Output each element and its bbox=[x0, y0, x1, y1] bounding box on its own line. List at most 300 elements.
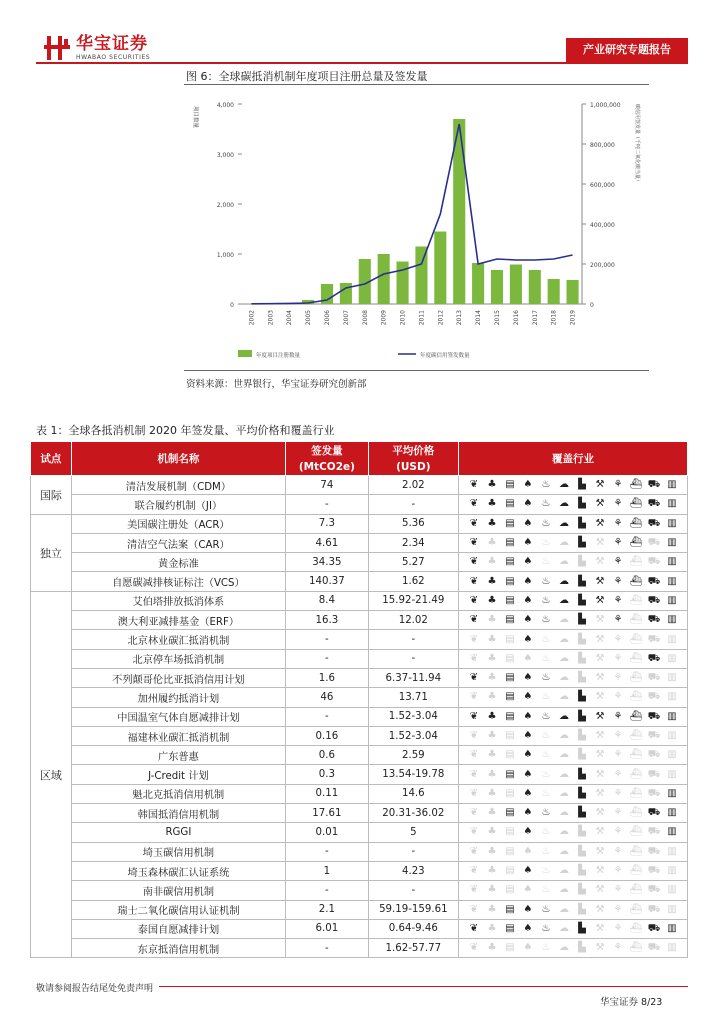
right-tick-label: 0 bbox=[590, 302, 594, 309]
ship-icon: ⛴ bbox=[629, 884, 643, 896]
cloud-icon: ☁ bbox=[559, 710, 569, 722]
bar-2017 bbox=[529, 270, 541, 304]
mechanism-name-cell: 埼玉森林碳汇认证系统 bbox=[71, 861, 285, 880]
ship-icon: ⛴ bbox=[629, 652, 643, 664]
plant-icon: ⚘ bbox=[613, 826, 623, 838]
x-tick-label: 2014 bbox=[475, 310, 483, 326]
ship-icon: ⛴ bbox=[629, 903, 643, 915]
truck-icon: ⛟ bbox=[647, 575, 661, 587]
hammer-icon: ⚒ bbox=[595, 594, 605, 606]
table-row bbox=[31, 784, 688, 803]
fire-icon: ♨ bbox=[541, 807, 551, 819]
issuance-cell: - bbox=[286, 842, 369, 861]
truck-icon: ⛟ bbox=[647, 537, 661, 549]
tree-icon: ♣ bbox=[487, 903, 497, 915]
cloud-icon: ☁ bbox=[559, 691, 569, 703]
factory-icon: ▙ bbox=[578, 903, 586, 915]
table-row bbox=[31, 804, 688, 823]
issuance-cell: - bbox=[286, 881, 369, 900]
forest-icon: ♠ bbox=[523, 845, 533, 857]
header-name: 机制名称 bbox=[71, 442, 285, 476]
plant-icon: ⚘ bbox=[613, 672, 623, 684]
issuance-cell: 34.35 bbox=[286, 553, 369, 572]
trash-icon: ▥ bbox=[667, 479, 677, 491]
bar-2015 bbox=[491, 270, 503, 304]
legend-bar-swatch bbox=[238, 350, 252, 357]
cloud-icon: ☁ bbox=[559, 730, 569, 741]
brand-name-en: HWABAO SECURITIES bbox=[76, 54, 151, 61]
table-row bbox=[31, 668, 688, 687]
hammer-icon: ⚒ bbox=[595, 614, 605, 626]
bar-2014 bbox=[472, 263, 484, 304]
mechanism-name-cell: 美国碳注册处（ACR） bbox=[71, 514, 285, 533]
fire-icon: ♨ bbox=[541, 594, 551, 606]
price-cell: - bbox=[368, 630, 458, 649]
cloud-icon: ☁ bbox=[559, 517, 569, 529]
building-icon: ▤ bbox=[505, 710, 515, 722]
fire-icon: ♨ bbox=[541, 865, 551, 877]
tree-icon: ♣ bbox=[487, 884, 497, 896]
cloud-icon: ☁ bbox=[559, 575, 569, 587]
figure-title: 图 6：全球碳抵消机制年度项目注册总量及签发量 bbox=[186, 70, 428, 83]
tree-icon: ♣ bbox=[487, 865, 497, 877]
sectors-cell bbox=[459, 861, 688, 880]
forest-icon: ♠ bbox=[523, 749, 533, 761]
sectors-cell bbox=[459, 765, 688, 784]
table-row bbox=[31, 630, 688, 649]
factory-icon: ▙ bbox=[578, 633, 586, 645]
tree-icon: ♣ bbox=[487, 517, 497, 529]
ship-icon: ⛴ bbox=[629, 807, 643, 819]
mechanism-name-cell: 黄金标准 bbox=[71, 553, 285, 572]
fire-icon: ♨ bbox=[541, 845, 551, 857]
figure-top-rule bbox=[184, 84, 649, 85]
leaf-icon: ❦ bbox=[469, 672, 479, 684]
sectors-cell bbox=[459, 533, 688, 552]
building-icon: ▤ bbox=[505, 749, 515, 761]
price-cell: 20.31-36.02 bbox=[368, 804, 458, 823]
price-cell: 15.92-21.49 bbox=[368, 591, 458, 610]
trash-icon: ▥ bbox=[667, 942, 677, 954]
hammer-icon: ⚒ bbox=[595, 517, 605, 529]
leaf-icon: ❦ bbox=[469, 768, 479, 780]
price-cell: 6.37-11.94 bbox=[368, 668, 458, 687]
trash-icon: ▥ bbox=[667, 884, 677, 896]
building-icon: ▤ bbox=[505, 614, 515, 626]
tree-icon: ♣ bbox=[487, 633, 497, 645]
building-icon: ▤ bbox=[505, 498, 515, 510]
issuance-cell: 4.61 bbox=[286, 533, 369, 552]
fire-icon: ♨ bbox=[541, 922, 551, 934]
plant-icon: ⚘ bbox=[613, 768, 623, 780]
plant-icon: ⚘ bbox=[613, 691, 623, 703]
sectors-cell bbox=[459, 572, 688, 591]
factory-icon: ▙ bbox=[578, 517, 586, 529]
table-row bbox=[31, 533, 688, 552]
truck-icon: ⛟ bbox=[647, 614, 661, 626]
tree-icon: ♣ bbox=[487, 556, 497, 568]
fire-icon: ♨ bbox=[541, 768, 551, 780]
forest-icon: ♠ bbox=[523, 768, 533, 780]
truck-icon: ⛟ bbox=[647, 652, 661, 664]
building-icon: ▤ bbox=[505, 922, 515, 934]
figure-bottom-rule bbox=[184, 370, 649, 371]
sectors-cell bbox=[459, 707, 688, 726]
hammer-icon: ⚒ bbox=[595, 633, 605, 645]
sectors-cell bbox=[459, 476, 688, 495]
fire-icon: ♨ bbox=[541, 691, 551, 703]
left-tick-label: 0 bbox=[230, 302, 234, 309]
table-row bbox=[31, 746, 688, 765]
price-cell: 59.19-159.61 bbox=[368, 900, 458, 919]
hammer-icon: ⚒ bbox=[595, 826, 605, 838]
leaf-icon: ❦ bbox=[469, 575, 479, 587]
table-row bbox=[31, 939, 688, 958]
issuance-line bbox=[251, 124, 572, 304]
factory-icon: ▙ bbox=[578, 865, 586, 877]
header-sectors: 覆盖行业 bbox=[459, 442, 688, 476]
x-tick-label: 2013 bbox=[456, 310, 464, 326]
x-tick-label: 2019 bbox=[569, 310, 577, 326]
truck-icon: ⛟ bbox=[647, 787, 661, 799]
truck-icon: ⛟ bbox=[647, 942, 661, 954]
forest-icon: ♠ bbox=[523, 652, 533, 664]
issuance-cell: 6.01 bbox=[286, 919, 369, 938]
leaf-icon: ❦ bbox=[469, 537, 479, 549]
forest-icon: ♠ bbox=[523, 633, 533, 645]
forest-icon: ♠ bbox=[523, 710, 533, 722]
forest-icon: ♠ bbox=[523, 730, 533, 741]
table-row bbox=[31, 726, 688, 745]
price-cell: 0.64-9.46 bbox=[368, 919, 458, 938]
price-cell: 12.02 bbox=[368, 611, 458, 630]
hammer-icon: ⚒ bbox=[595, 575, 605, 587]
tree-icon: ♣ bbox=[487, 498, 497, 510]
tree-icon: ♣ bbox=[487, 652, 497, 664]
trash-icon: ▥ bbox=[667, 730, 677, 741]
hammer-icon: ⚒ bbox=[595, 691, 605, 703]
mechanism-name-cell: 瑞士二氧化碳信用认证机制 bbox=[71, 900, 285, 919]
trash-icon: ▥ bbox=[667, 652, 677, 664]
price-cell: - bbox=[368, 881, 458, 900]
truck-icon: ⛟ bbox=[647, 633, 661, 645]
price-cell: - bbox=[368, 649, 458, 668]
logo-mark-icon bbox=[44, 34, 70, 62]
hammer-icon: ⚒ bbox=[595, 479, 605, 491]
fire-icon: ♨ bbox=[541, 498, 551, 510]
bar-2011 bbox=[415, 247, 427, 305]
issuance-cell: 1.6 bbox=[286, 668, 369, 687]
hammer-icon: ⚒ bbox=[595, 498, 605, 510]
factory-icon: ▙ bbox=[578, 807, 586, 819]
ship-icon: ⛴ bbox=[629, 826, 643, 838]
factory-icon: ▙ bbox=[578, 710, 586, 722]
figure-source: 资料来源：世界银行，华宝证券研究创新部 bbox=[186, 379, 367, 390]
cloud-icon: ☁ bbox=[559, 633, 569, 645]
trash-icon: ▥ bbox=[667, 903, 677, 915]
mechanism-name-cell: 埼玉碳信用机制 bbox=[71, 842, 285, 861]
mechanism-name-cell: 广东普惠 bbox=[71, 746, 285, 765]
cloud-icon: ☁ bbox=[559, 614, 569, 626]
tree-icon: ♣ bbox=[487, 537, 497, 549]
ship-icon: ⛴ bbox=[629, 575, 643, 587]
ship-icon: ⛴ bbox=[629, 672, 643, 684]
ship-icon: ⛴ bbox=[629, 614, 643, 626]
tree-icon: ♣ bbox=[487, 691, 497, 703]
legend-bar-label: 年度项目注册数量 bbox=[256, 353, 301, 359]
building-icon: ▤ bbox=[505, 845, 515, 857]
ship-icon: ⛴ bbox=[629, 594, 643, 606]
building-icon: ▤ bbox=[505, 787, 515, 799]
bar-2012 bbox=[434, 232, 446, 305]
plant-icon: ⚘ bbox=[613, 942, 623, 954]
leaf-icon: ❦ bbox=[469, 517, 479, 529]
plant-icon: ⚘ bbox=[613, 594, 623, 606]
building-icon: ▤ bbox=[505, 691, 515, 703]
tree-icon: ♣ bbox=[487, 787, 497, 799]
fire-icon: ♨ bbox=[541, 672, 551, 684]
brand-name-cn: 华宝证券 bbox=[76, 34, 148, 54]
left-tick-label: 3,000 bbox=[216, 152, 234, 159]
price-cell: 14.6 bbox=[368, 784, 458, 803]
table-row bbox=[31, 842, 688, 861]
tree-icon: ♣ bbox=[487, 710, 497, 722]
sectors-cell bbox=[459, 495, 688, 514]
legend-line-label: 年度碳信用签发数量 bbox=[420, 353, 470, 359]
tree-icon: ♣ bbox=[487, 575, 497, 587]
mechanism-name-cell: 韩国抵消信用机制 bbox=[71, 804, 285, 823]
ship-icon: ⛴ bbox=[629, 768, 643, 780]
trash-icon: ▥ bbox=[667, 922, 677, 934]
bar-2019 bbox=[567, 280, 579, 304]
factory-icon: ▙ bbox=[578, 575, 586, 587]
fire-icon: ♨ bbox=[541, 903, 551, 915]
tree-icon: ♣ bbox=[487, 942, 497, 954]
fire-icon: ♨ bbox=[541, 614, 551, 626]
mechanism-name-cell: 南非碳信用机制 bbox=[71, 881, 285, 900]
truck-icon: ⛟ bbox=[647, 710, 661, 722]
x-tick-label: 2018 bbox=[550, 310, 558, 326]
leaf-icon: ❦ bbox=[469, 942, 479, 954]
right-tick-label: 400,000 bbox=[590, 222, 615, 229]
right-tick-label: 600,000 bbox=[590, 182, 615, 189]
issuance-cell: 2.1 bbox=[286, 900, 369, 919]
price-cell: 5 bbox=[368, 823, 458, 842]
table-row bbox=[31, 591, 688, 610]
cloud-icon: ☁ bbox=[559, 884, 569, 896]
company-logo bbox=[44, 34, 150, 62]
left-tick-label: 2,000 bbox=[216, 202, 234, 209]
forest-icon: ♠ bbox=[523, 942, 533, 954]
hammer-icon: ⚒ bbox=[595, 865, 605, 877]
issuance-cell: 74 bbox=[286, 476, 369, 495]
issuance-cell: 8.4 bbox=[286, 591, 369, 610]
sectors-cell bbox=[459, 514, 688, 533]
region-cell: 区域 bbox=[31, 591, 72, 958]
trash-icon: ▥ bbox=[667, 787, 677, 799]
leaf-icon: ❦ bbox=[469, 556, 479, 568]
issuance-cell: 17.61 bbox=[286, 804, 369, 823]
forest-icon: ♠ bbox=[523, 575, 533, 587]
truck-icon: ⛟ bbox=[647, 749, 661, 761]
forest-icon: ♠ bbox=[523, 903, 533, 915]
cloud-icon: ☁ bbox=[559, 652, 569, 664]
price-cell: 1.52-3.04 bbox=[368, 707, 458, 726]
leaf-icon: ❦ bbox=[469, 884, 479, 896]
ship-icon: ⛴ bbox=[629, 556, 643, 568]
truck-icon: ⛟ bbox=[647, 479, 661, 491]
plant-icon: ⚘ bbox=[613, 922, 623, 934]
forest-icon: ♠ bbox=[523, 537, 533, 549]
trash-icon: ▥ bbox=[667, 614, 677, 626]
footer-disclaimer: 敬请参阅报告结尾处免责声明 bbox=[36, 981, 159, 994]
forest-icon: ♠ bbox=[523, 787, 533, 799]
plant-icon: ⚘ bbox=[613, 556, 623, 568]
fire-icon: ♨ bbox=[541, 537, 551, 549]
trash-icon: ▥ bbox=[667, 517, 677, 529]
price-cell: - bbox=[368, 842, 458, 861]
cloud-icon: ☁ bbox=[559, 922, 569, 934]
leaf-icon: ❦ bbox=[469, 594, 479, 606]
cloud-icon: ☁ bbox=[559, 556, 569, 568]
factory-icon: ▙ bbox=[578, 479, 586, 491]
tree-icon: ♣ bbox=[487, 479, 497, 491]
building-icon: ▤ bbox=[505, 672, 515, 684]
price-cell: 2.59 bbox=[368, 746, 458, 765]
sectors-cell bbox=[459, 649, 688, 668]
fire-icon: ♨ bbox=[541, 884, 551, 896]
plant-icon: ⚘ bbox=[613, 652, 623, 664]
header-region: 试点 bbox=[31, 442, 72, 476]
building-icon: ▤ bbox=[505, 652, 515, 664]
sectors-cell bbox=[459, 784, 688, 803]
hammer-icon: ⚒ bbox=[595, 942, 605, 954]
table-row bbox=[31, 823, 688, 842]
x-tick-label: 2012 bbox=[437, 310, 445, 326]
mechanism-name-cell: 自愿碳减排核证标注（VCS） bbox=[71, 572, 285, 591]
trash-icon: ▥ bbox=[667, 768, 677, 780]
mechanism-name-cell: 加州履约抵消计划 bbox=[71, 688, 285, 707]
table-header-row bbox=[31, 442, 688, 476]
factory-icon: ▙ bbox=[578, 556, 586, 568]
factory-icon: ▙ bbox=[578, 826, 586, 838]
x-tick-label: 2009 bbox=[380, 310, 388, 326]
hammer-icon: ⚒ bbox=[595, 749, 605, 761]
x-tick-label: 2003 bbox=[267, 310, 275, 326]
price-cell: 1.62 bbox=[368, 572, 458, 591]
factory-icon: ▙ bbox=[578, 691, 586, 703]
leaf-icon: ❦ bbox=[469, 903, 479, 915]
forest-icon: ♠ bbox=[523, 556, 533, 568]
region-cell: 独立 bbox=[31, 514, 72, 591]
trash-icon: ▥ bbox=[667, 672, 677, 684]
mechanism-name-cell: 魁北克抵消信用机制 bbox=[71, 784, 285, 803]
table-row bbox=[31, 707, 688, 726]
header-issuance: 签发量 (MtCO2e) bbox=[286, 442, 369, 476]
forest-icon: ♠ bbox=[523, 479, 533, 491]
hammer-icon: ⚒ bbox=[595, 884, 605, 896]
price-cell: 5.27 bbox=[368, 553, 458, 572]
mechanism-name-cell: 中国温室气体自愿减排计划 bbox=[71, 707, 285, 726]
tree-icon: ♣ bbox=[487, 826, 497, 838]
left-tick-label: 4,000 bbox=[216, 102, 234, 109]
table-row bbox=[31, 688, 688, 707]
leaf-icon: ❦ bbox=[469, 826, 479, 838]
report-type-tag: 产业研究专题报告 bbox=[566, 38, 688, 62]
trash-icon: ▥ bbox=[667, 575, 677, 587]
truck-icon: ⛟ bbox=[647, 884, 661, 896]
building-icon: ▤ bbox=[505, 865, 515, 877]
x-tick-label: 2017 bbox=[531, 310, 539, 326]
sectors-cell bbox=[459, 804, 688, 823]
price-cell: - bbox=[368, 495, 458, 514]
page-number: 华宝证券 8/23 bbox=[600, 997, 663, 1008]
ship-icon: ⛴ bbox=[629, 922, 643, 934]
plant-icon: ⚘ bbox=[613, 903, 623, 915]
truck-icon: ⛟ bbox=[647, 691, 661, 703]
ship-icon: ⛴ bbox=[629, 537, 643, 549]
mechanism-name-cell: 泰国自愿减排计划 bbox=[71, 919, 285, 938]
forest-icon: ♠ bbox=[523, 807, 533, 819]
leaf-icon: ❦ bbox=[469, 865, 479, 877]
sectors-cell bbox=[459, 553, 688, 572]
fire-icon: ♨ bbox=[541, 826, 551, 838]
header-price: 平均价格 (USD) bbox=[368, 442, 458, 476]
bar-2007 bbox=[340, 283, 352, 304]
x-tick-label: 2015 bbox=[494, 310, 501, 326]
issuance-cell: 0.6 bbox=[286, 746, 369, 765]
sectors-cell bbox=[459, 919, 688, 938]
fire-icon: ♨ bbox=[541, 479, 551, 491]
table-row bbox=[31, 881, 688, 900]
ship-icon: ⛴ bbox=[629, 845, 643, 857]
mechanism-name-cell: J-Credit 计划 bbox=[71, 765, 285, 784]
x-tick-label: 2006 bbox=[324, 310, 331, 326]
plant-icon: ⚘ bbox=[613, 807, 623, 819]
trash-icon: ▥ bbox=[667, 807, 677, 819]
cloud-icon: ☁ bbox=[559, 845, 569, 857]
hammer-icon: ⚒ bbox=[595, 845, 605, 857]
bar-2016 bbox=[510, 265, 522, 305]
bar-2018 bbox=[548, 279, 560, 304]
offset-mechanism-table bbox=[30, 441, 688, 958]
factory-icon: ▙ bbox=[578, 845, 586, 857]
leaf-icon: ❦ bbox=[469, 807, 479, 819]
forest-icon: ♠ bbox=[523, 922, 533, 934]
forest-icon: ♠ bbox=[523, 826, 533, 838]
ship-icon: ⛴ bbox=[629, 498, 643, 510]
factory-icon: ▙ bbox=[578, 594, 586, 606]
header-divider bbox=[36, 62, 688, 64]
sectors-cell bbox=[459, 688, 688, 707]
truck-icon: ⛟ bbox=[647, 865, 661, 877]
ship-icon: ⛴ bbox=[629, 942, 643, 954]
table-row bbox=[31, 553, 688, 572]
leaf-icon: ❦ bbox=[469, 710, 479, 722]
hammer-icon: ⚒ bbox=[595, 652, 605, 664]
x-tick-label: 2004 bbox=[286, 310, 294, 326]
building-icon: ▤ bbox=[505, 537, 515, 549]
fire-icon: ♨ bbox=[541, 787, 551, 799]
plant-icon: ⚘ bbox=[613, 537, 623, 549]
leaf-icon: ❦ bbox=[469, 845, 479, 857]
issuance-cell: 0.3 bbox=[286, 765, 369, 784]
tree-icon: ♣ bbox=[487, 922, 497, 934]
plant-icon: ⚘ bbox=[613, 575, 623, 587]
leaf-icon: ❦ bbox=[469, 691, 479, 703]
tree-icon: ♣ bbox=[487, 730, 497, 741]
issuance-cell: 1 bbox=[286, 861, 369, 880]
